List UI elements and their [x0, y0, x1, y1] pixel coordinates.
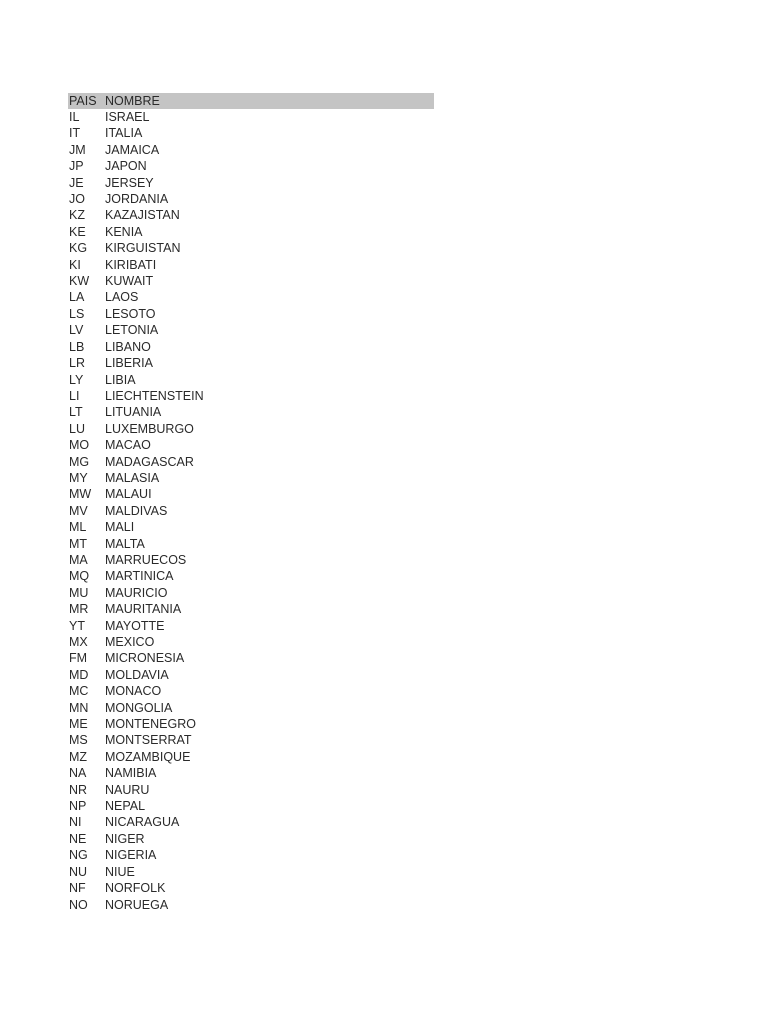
table-body [68, 109, 434, 913]
table-row [68, 109, 434, 125]
table-row [68, 880, 434, 896]
table-row [68, 732, 434, 748]
country-name-cell: LUXEMBURGO [105, 421, 194, 436]
country-name-cell: ISRAEL [105, 110, 150, 124]
country-name-cell: LIBANO [105, 339, 151, 354]
country-code-cell: MS [69, 733, 88, 748]
table-row [68, 897, 434, 913]
table-row [68, 421, 434, 437]
country-code-cell: FM [69, 651, 88, 666]
table-row [68, 372, 434, 388]
country-name-cell: LETONIA [105, 323, 159, 338]
country-name-cell: NIUE [105, 864, 135, 879]
country-code-cell: LI [69, 388, 80, 403]
country-code-cell: MT [69, 536, 88, 551]
country-name-cell: LITUANIA [105, 405, 162, 420]
country-name-cell: MALASIA [105, 470, 160, 485]
country-table [68, 93, 434, 913]
country-code-cell: NR [69, 782, 88, 797]
country-code-cell: ME [69, 717, 88, 732]
table-row [68, 273, 434, 289]
table-row [68, 700, 434, 716]
country-code-cell: LV [69, 323, 84, 338]
country-code-cell: IL [69, 110, 80, 124]
country-code-cell: YT [69, 618, 85, 633]
country-code-cell: LA [69, 290, 85, 305]
table-row [68, 388, 434, 404]
country-code-cell: LT [69, 405, 83, 420]
table-row [68, 355, 434, 371]
table-row [68, 831, 434, 847]
country-code-cell: MY [69, 470, 88, 485]
country-name-cell: LIBERIA [105, 356, 153, 371]
country-name-cell: ITALIA [105, 126, 143, 141]
country-name-cell: JERSEY [105, 175, 154, 190]
country-name-cell: MAYOTTE [105, 618, 165, 633]
country-name-cell: NIGER [105, 831, 145, 846]
table-row [68, 158, 434, 174]
country-name-cell: MALAUI [105, 487, 152, 502]
table-row [68, 125, 434, 141]
table-header-row [68, 93, 434, 109]
country-name-cell: KENIA [105, 224, 143, 239]
country-name-cell: MONACO [105, 684, 162, 699]
table-row [68, 601, 434, 617]
country-name-cell: MARTINICA [105, 569, 174, 584]
table-row [68, 782, 434, 798]
table-row [68, 749, 434, 765]
country-name-cell: MONTSERRAT [105, 733, 192, 748]
table-row [68, 289, 434, 305]
country-name-cell: KAZAJISTAN [105, 208, 180, 223]
country-name-cell: LIBIA [105, 372, 136, 387]
country-code-cell: ML [69, 520, 87, 535]
country-code-cell: MZ [69, 749, 88, 764]
country-name-cell: KIRIBATI [105, 257, 157, 272]
table-row [68, 257, 434, 273]
country-name-cell: NORUEGA [105, 897, 169, 912]
table-row [68, 339, 434, 355]
table-row [68, 519, 434, 535]
country-name-cell: MALTA [105, 536, 145, 551]
table-row [68, 634, 434, 650]
country-code-cell: MG [69, 454, 90, 469]
country-name-cell: MACAO [105, 438, 151, 453]
table-row [68, 798, 434, 814]
country-name-cell: MADAGASCAR [105, 454, 194, 469]
country-code-cell: MQ [69, 569, 90, 584]
table-row [68, 486, 434, 502]
country-code-cell: NU [69, 864, 88, 879]
country-name-cell: NAURU [105, 782, 150, 797]
country-code-cell: MA [69, 552, 88, 567]
country-code-cell: JO [69, 192, 85, 207]
country-name-cell: MARRUECOS [105, 552, 187, 567]
country-code-cell: KG [69, 241, 88, 256]
header-pais: PAIS [69, 94, 97, 108]
country-code-cell: LS [69, 306, 85, 321]
country-name-cell: JAPON [105, 159, 147, 174]
table-row [68, 814, 434, 830]
country-code-cell: IT [69, 126, 81, 141]
country-name-cell: NAMIBIA [105, 766, 157, 781]
country-name-cell: MONGOLIA [105, 700, 173, 715]
table-row [68, 437, 434, 453]
country-code-cell: MN [69, 700, 89, 715]
table-row [68, 568, 434, 584]
table-row [68, 240, 434, 256]
country-name-cell: JORDANIA [105, 192, 169, 207]
table-row [68, 667, 434, 683]
country-name-cell: KUWAIT [105, 274, 154, 289]
country-name-cell: MALDIVAS [105, 503, 168, 518]
country-code-cell: MV [69, 503, 88, 518]
table-row [68, 191, 434, 207]
table-row [68, 585, 434, 601]
country-code-cell: NA [69, 766, 87, 781]
country-name-cell: MEXICO [105, 635, 155, 649]
country-name-cell: JAMAICA [105, 142, 160, 157]
country-name-cell: NEPAL [105, 799, 146, 814]
header-nombre: NOMBRE [105, 94, 160, 108]
table-row [68, 175, 434, 191]
country-name-cell: MOZAMBIQUE [105, 749, 191, 764]
country-name-cell: LESOTO [105, 306, 156, 321]
country-code-cell: MC [69, 684, 89, 699]
table-row [68, 503, 434, 519]
country-code-cell: MW [69, 487, 92, 502]
country-code-cell: LR [69, 356, 85, 371]
country-code-cell: KZ [69, 208, 85, 223]
country-name-cell: MALI [105, 520, 135, 535]
country-name-cell: KIRGUISTAN [105, 241, 181, 256]
table-row [68, 470, 434, 486]
table-row [68, 650, 434, 666]
country-name-cell: MONTENEGRO [105, 717, 196, 732]
country-code-cell: NP [69, 799, 87, 814]
country-name-cell: MICRONESIA [105, 651, 185, 666]
table-row [68, 864, 434, 880]
country-code-cell: NO [69, 897, 88, 912]
table-row [68, 322, 434, 338]
country-code-cell: NF [69, 881, 86, 896]
table-row [68, 306, 434, 322]
country-code-cell: NE [69, 831, 87, 846]
table-row [68, 765, 434, 781]
table-row [68, 552, 434, 568]
table-row [68, 207, 434, 223]
country-code-cell: MO [69, 438, 90, 453]
country-code-cell: MX [69, 635, 88, 649]
country-name-cell: LAOS [105, 290, 139, 305]
country-name-cell: MAURITANIA [105, 602, 182, 617]
country-name-cell: MOLDAVIA [105, 667, 169, 682]
country-name-cell: NIGERIA [105, 848, 157, 863]
country-name-cell: LIECHTENSTEIN [105, 388, 204, 403]
country-code-cell: LB [69, 339, 85, 354]
table-row [68, 224, 434, 240]
country-code-cell: JP [69, 159, 84, 174]
country-code-cell: LY [69, 372, 84, 387]
country-code-cell: JE [69, 175, 84, 190]
country-name-cell: NICARAGUA [105, 815, 180, 830]
country-code-cell: KI [69, 257, 81, 272]
table-row [68, 716, 434, 732]
table-row [68, 454, 434, 470]
table-row [68, 847, 434, 863]
country-code-cell: MD [69, 667, 89, 682]
country-code-cell: KE [69, 224, 86, 239]
country-code-cell: NI [69, 815, 82, 830]
country-code-cell: MU [69, 585, 89, 600]
country-code-cell: LU [69, 421, 85, 436]
table-row [68, 536, 434, 552]
country-name-cell: NORFOLK [105, 881, 166, 896]
table-row [68, 683, 434, 699]
country-code-cell: NG [69, 848, 88, 863]
country-code-cell: KW [69, 274, 90, 289]
country-code-cell: MR [69, 602, 89, 617]
table-row [68, 142, 434, 158]
table-row [68, 618, 434, 634]
table-row [68, 404, 434, 420]
country-name-cell: MAURICIO [105, 585, 168, 600]
country-code-cell: JM [69, 142, 86, 157]
